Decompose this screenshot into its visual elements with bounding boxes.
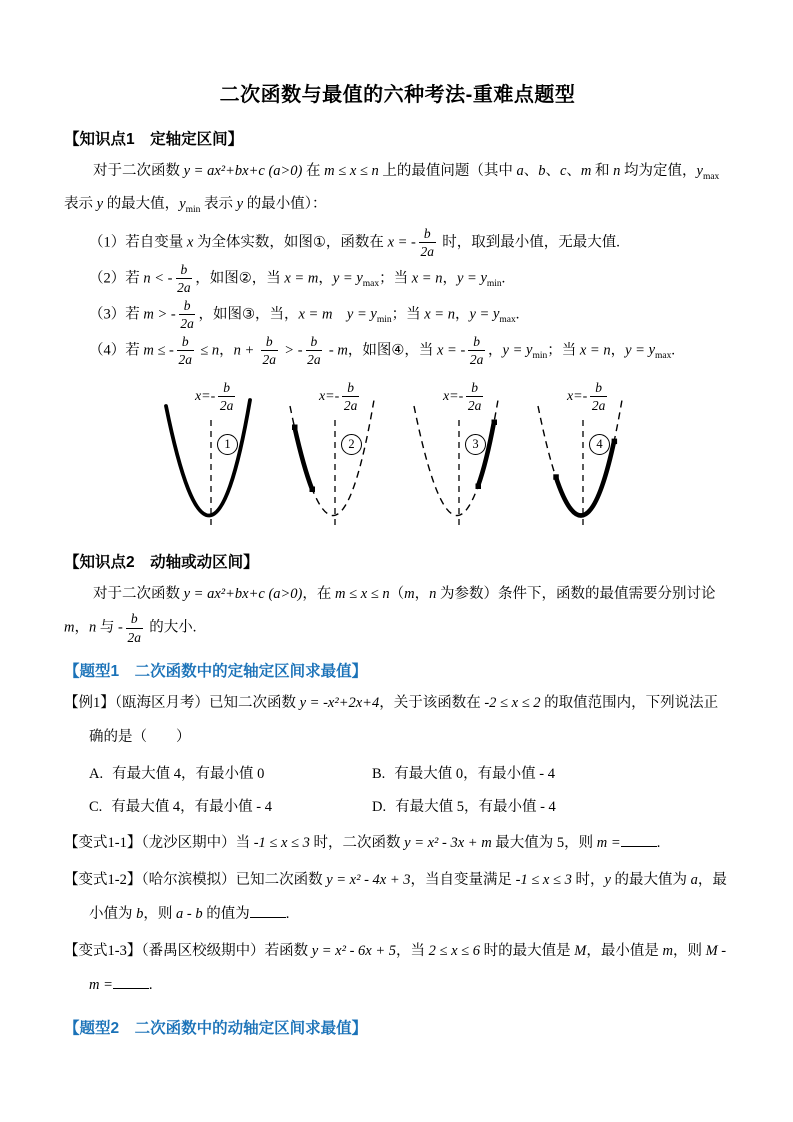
option-d-label: D. xyxy=(372,798,387,815)
fraction xyxy=(261,334,278,368)
subscript: min xyxy=(185,205,201,216)
option-a-label: A. xyxy=(89,765,104,782)
math-run: m xyxy=(404,585,415,602)
text-run: ， xyxy=(414,585,430,602)
figure-number-circled: 4 xyxy=(589,434,610,455)
text-run: ， xyxy=(610,342,626,359)
fraction xyxy=(176,262,193,296)
text-run: ，如图④，当 xyxy=(347,342,437,359)
fraction-numerator: b xyxy=(590,380,607,398)
text-run: （2）若 xyxy=(89,270,144,287)
math-run: - xyxy=(117,619,123,636)
text-run: （ xyxy=(389,585,405,602)
variation-1-3-text xyxy=(64,935,731,1002)
math-run: -2 ≤ x ≤ 2 xyxy=(484,695,541,712)
text-run: ， xyxy=(74,619,89,636)
text-run: 与 xyxy=(96,619,118,636)
math-run: b xyxy=(538,163,546,179)
math-run: n < - xyxy=(143,270,173,287)
fraction-numerator: b xyxy=(468,334,485,352)
math-run: n xyxy=(429,585,437,602)
fraction-numerator: b xyxy=(306,334,323,352)
text-run: 的大小. xyxy=(145,619,197,636)
math-run: m > - xyxy=(143,306,176,323)
math-run: b xyxy=(136,905,144,922)
math-run: y = xyxy=(346,306,371,323)
example-1-text xyxy=(64,687,731,754)
text-run: ，最小值为 xyxy=(89,872,727,922)
math-run: y = x² - 6x + 5 xyxy=(311,943,397,960)
math-run: y xyxy=(96,196,104,213)
subscript: min xyxy=(532,351,548,362)
math-run: m ≤ x ≤ n xyxy=(324,163,379,179)
text-run: 【变式1-3】（番禺区校级期中）若函数 xyxy=(64,943,312,960)
math-run: -1 ≤ x ≤ 3 xyxy=(253,835,310,852)
option-b xyxy=(372,758,731,791)
fraction-numerator: b xyxy=(419,226,436,244)
subscript: max xyxy=(702,171,720,182)
option-b-text: 有最大值 0，有最小值 - 4 xyxy=(394,765,555,782)
text-run: ，则 xyxy=(143,905,176,922)
text-run: 表示 xyxy=(64,196,97,213)
subscripted-variable xyxy=(480,270,502,289)
subscripted-variable xyxy=(179,196,201,216)
subscript: max xyxy=(499,314,516,325)
fraction xyxy=(126,611,143,645)
page-title: 二次函数与最值的六种考法-重难点题型 xyxy=(219,84,576,106)
math-run: x=- xyxy=(194,389,216,405)
math-run: y = -x²+2x+4 xyxy=(299,695,380,712)
math-run: n + xyxy=(233,342,258,359)
text-run: 表示 xyxy=(200,196,237,213)
subscript: max xyxy=(655,351,672,362)
figure-3-right-segment xyxy=(402,378,517,536)
fraction-denominator: 2a xyxy=(469,352,484,368)
topic1-heading: 【题型1 二次函数中的定轴定区间求最值】 xyxy=(64,663,368,681)
subscripted-variable xyxy=(492,306,516,325)
math-run: 2 ≤ x ≤ 6 xyxy=(428,943,480,960)
math-run: a - b xyxy=(176,905,203,922)
math-run: x xyxy=(186,234,194,251)
math-run: m ≤ x ≤ n xyxy=(335,585,390,602)
subscripted-variable xyxy=(356,270,380,289)
math-run: y xyxy=(696,163,703,179)
subscripted-variable xyxy=(526,342,548,362)
text-run: ；当 xyxy=(547,342,580,359)
fraction-numerator: b xyxy=(176,262,193,280)
math-run: y xyxy=(179,196,186,213)
axis-of-symmetry-label xyxy=(283,380,398,414)
fraction xyxy=(177,334,194,368)
text-run: 的最大值， xyxy=(103,196,180,213)
text-run: 的最小值）： xyxy=(243,196,327,213)
math-run: a xyxy=(516,163,524,179)
math-run: x = n xyxy=(579,342,611,359)
math-run: x = m xyxy=(284,270,319,287)
text-run: . xyxy=(501,270,506,287)
math-run: y xyxy=(648,342,656,359)
option-a xyxy=(89,758,372,791)
math-run: y = x² - 3x + m xyxy=(404,835,492,852)
topic2-heading: 【题型2 二次函数中的动轴定区间求最值】 xyxy=(64,1019,368,1037)
text-run: 在 xyxy=(302,163,325,179)
parabola-figures xyxy=(154,378,641,536)
text-run: 【变式1-2】（哈尔滨模拟）已知二次函数 xyxy=(64,872,327,889)
axis-of-symmetry-label xyxy=(531,380,646,414)
figure-number-circled: 1 xyxy=(217,434,238,455)
text-run: 、 xyxy=(523,163,539,179)
text-run: ，最小值是 xyxy=(586,943,663,960)
text-run: ，如图③，当， xyxy=(198,306,299,323)
text-run: 的最大值为 xyxy=(610,872,691,889)
text-run: 上的最值问题（其中 xyxy=(378,163,517,179)
fraction-denominator: 2a xyxy=(177,280,191,296)
fraction-numerator: b xyxy=(179,298,196,316)
math-run: m xyxy=(662,943,673,960)
math-run: x=- xyxy=(318,389,340,405)
kp1-item-2 xyxy=(89,262,731,296)
fraction xyxy=(466,380,483,414)
math-run: x = m xyxy=(298,306,333,323)
math-run: m = xyxy=(596,835,621,852)
fraction-numerator: b xyxy=(261,334,278,352)
math-run: y xyxy=(480,270,487,287)
subscript: min xyxy=(486,278,502,289)
math-run: y xyxy=(492,306,500,323)
math-run: - m xyxy=(325,342,348,359)
math-run: x = n xyxy=(411,270,443,287)
figure-2-left-segment xyxy=(278,378,393,536)
text-run: . xyxy=(285,905,290,922)
text-run: 和 xyxy=(591,163,614,179)
fraction xyxy=(218,380,235,414)
text-run: 为全体实数，如图①，函数在 xyxy=(193,234,388,251)
option-d-text: 有最大值 5，有最小值 - 4 xyxy=(395,798,556,815)
fraction xyxy=(590,380,607,414)
fraction-numerator: b xyxy=(177,334,194,352)
axis-of-symmetry-label xyxy=(407,380,522,414)
kp1-item-4 xyxy=(89,334,731,368)
text-run: 时的最大值是 xyxy=(480,943,575,960)
text-run: （4）若 xyxy=(89,342,144,359)
math-run: y xyxy=(604,872,611,889)
kp2-heading: 【知识点2 动轴或动区间】 xyxy=(64,553,259,571)
figure-number-circled: 2 xyxy=(341,434,362,455)
fraction xyxy=(342,380,359,414)
math-run: ≤ n xyxy=(196,342,220,359)
fraction-denominator: 2a xyxy=(178,352,193,368)
fraction-denominator: 2a xyxy=(307,352,321,368)
text-run: 、 xyxy=(545,163,560,179)
variation-1-2-text xyxy=(64,864,731,931)
text-run: 时，二次函数 xyxy=(309,835,405,852)
text-run: （1）若自变量 xyxy=(89,234,187,251)
math-run: a xyxy=(690,872,698,889)
fraction-denominator: 2a xyxy=(262,352,277,368)
subscripted-variable xyxy=(696,163,720,182)
text-run: ， xyxy=(454,306,470,323)
text-run xyxy=(332,306,347,322)
text-run: . xyxy=(148,976,153,993)
math-run: x=- xyxy=(442,389,464,405)
math-run: y = xyxy=(625,342,649,359)
text-run: 【变式1-1】（龙沙区期中）当 xyxy=(64,835,254,852)
fraction xyxy=(468,334,485,368)
answer-blank xyxy=(250,903,286,918)
option-c xyxy=(89,791,372,824)
math-run: > - xyxy=(280,342,303,359)
math-run: n xyxy=(88,619,97,636)
text-run: 、 xyxy=(566,163,581,179)
option-c-label: C. xyxy=(89,798,103,815)
math-run: m xyxy=(580,163,592,179)
option-d xyxy=(372,791,731,824)
text-run: 时， xyxy=(571,872,605,889)
fraction-denominator: 2a xyxy=(343,398,358,414)
text-run: 【例1】（瓯海区月考）已知二次函数 xyxy=(64,695,300,712)
fraction-denominator: 2a xyxy=(591,398,606,414)
figure-4-vertex-segment xyxy=(526,378,641,536)
option-a-text: 有最大值 4，有最小值 0 xyxy=(112,765,265,782)
math-run: x = n xyxy=(424,306,455,323)
text-run: ， xyxy=(442,270,457,287)
math-run: y xyxy=(526,342,533,359)
fraction-denominator: 2a xyxy=(127,629,141,645)
option-c-text: 有最大值 4，有最小值 - 4 xyxy=(111,798,272,815)
text-run: 最大值为 5，则 xyxy=(491,835,597,852)
fraction xyxy=(179,298,196,332)
fraction xyxy=(306,334,323,368)
text-run: 为参数）条件下，函数的最值需要分别讨论 xyxy=(436,585,716,602)
subscripted-variable xyxy=(370,306,392,325)
figure-number-circled: 3 xyxy=(465,434,486,455)
option-b-label: B. xyxy=(372,765,386,782)
variation-1-1-text xyxy=(64,827,731,860)
math-run: y = xyxy=(456,270,481,287)
text-run: （3）若 xyxy=(89,306,144,323)
math-run: m xyxy=(64,619,75,636)
math-run: y = ax²+bx+c (a>0) xyxy=(183,163,303,179)
math-run: y xyxy=(356,270,363,287)
fraction-numerator: b xyxy=(342,380,359,398)
math-run: y = xyxy=(332,270,357,287)
math-run: y = xyxy=(502,342,527,359)
kp2-paragraph xyxy=(64,578,731,645)
text-run: . xyxy=(671,342,675,359)
math-run: c xyxy=(559,163,567,179)
math-run: y = ax²+bx+c (a>0) xyxy=(183,585,303,602)
fraction-denominator: 2a xyxy=(420,244,434,260)
math-run: -1 ≤ x ≤ 3 xyxy=(515,872,572,889)
math-run: x=- xyxy=(566,389,588,405)
text-run: . xyxy=(515,306,520,323)
figure-1-full-parabola xyxy=(154,378,269,536)
fraction xyxy=(419,226,436,260)
subscript: max xyxy=(362,278,380,289)
text-run: ，当自变量满足 xyxy=(410,872,516,889)
math-run: M - m = xyxy=(89,943,727,993)
math-run: x = - xyxy=(387,234,416,251)
text-run: 对于二次函数 xyxy=(93,163,184,179)
text-run: ，关于该函数在 xyxy=(379,695,485,712)
fraction-numerator: b xyxy=(466,380,483,398)
text-run: 时，取到最小值，无最大值. xyxy=(438,234,620,251)
kp1-intro-paragraph xyxy=(64,155,731,222)
text-run: 均为定值， xyxy=(620,163,697,179)
text-run: ， xyxy=(219,342,234,359)
fraction-denominator: 2a xyxy=(180,316,194,332)
math-run: y xyxy=(370,306,377,323)
math-run: n xyxy=(613,163,621,179)
text-run: ，在 xyxy=(302,585,336,602)
fraction-denominator: 2a xyxy=(219,398,234,414)
text-run: 对于二次函数 xyxy=(93,585,184,602)
subscript: min xyxy=(376,314,392,325)
math-run: x = - xyxy=(436,342,466,359)
text-run: 的取值范围内，下列说法正确的是（ ） xyxy=(89,695,719,745)
text-run: . xyxy=(656,835,661,852)
answer-blank xyxy=(113,974,149,989)
fraction-numerator: b xyxy=(126,611,143,629)
math-run: m ≤ - xyxy=(143,342,174,359)
math-run: y xyxy=(236,196,244,213)
fraction-numerator: b xyxy=(218,380,235,398)
text-run: ， xyxy=(488,342,503,359)
math-run: M xyxy=(574,943,587,960)
subscripted-variable xyxy=(648,342,672,362)
text-run: 的值为 xyxy=(202,905,250,922)
math-run: y = xyxy=(469,306,493,323)
text-run: ；当 xyxy=(379,270,412,287)
axis-of-symmetry-label xyxy=(159,380,274,414)
fraction-denominator: 2a xyxy=(467,398,482,414)
text-run: ，如图②，当 xyxy=(195,270,285,287)
math-run: y = x² - 4x + 3 xyxy=(326,872,411,889)
text-run: ，当 xyxy=(396,943,429,960)
answer-blank xyxy=(621,832,657,847)
kp1-heading: 【知识点1 定轴定区间】 xyxy=(64,131,244,148)
text-run: ， xyxy=(318,270,333,287)
text-run: ，则 xyxy=(672,943,706,960)
text-run: ；当 xyxy=(391,306,425,323)
example-1-options xyxy=(89,758,731,823)
kp1-item-3 xyxy=(89,298,731,332)
kp1-item-1 xyxy=(89,226,731,260)
